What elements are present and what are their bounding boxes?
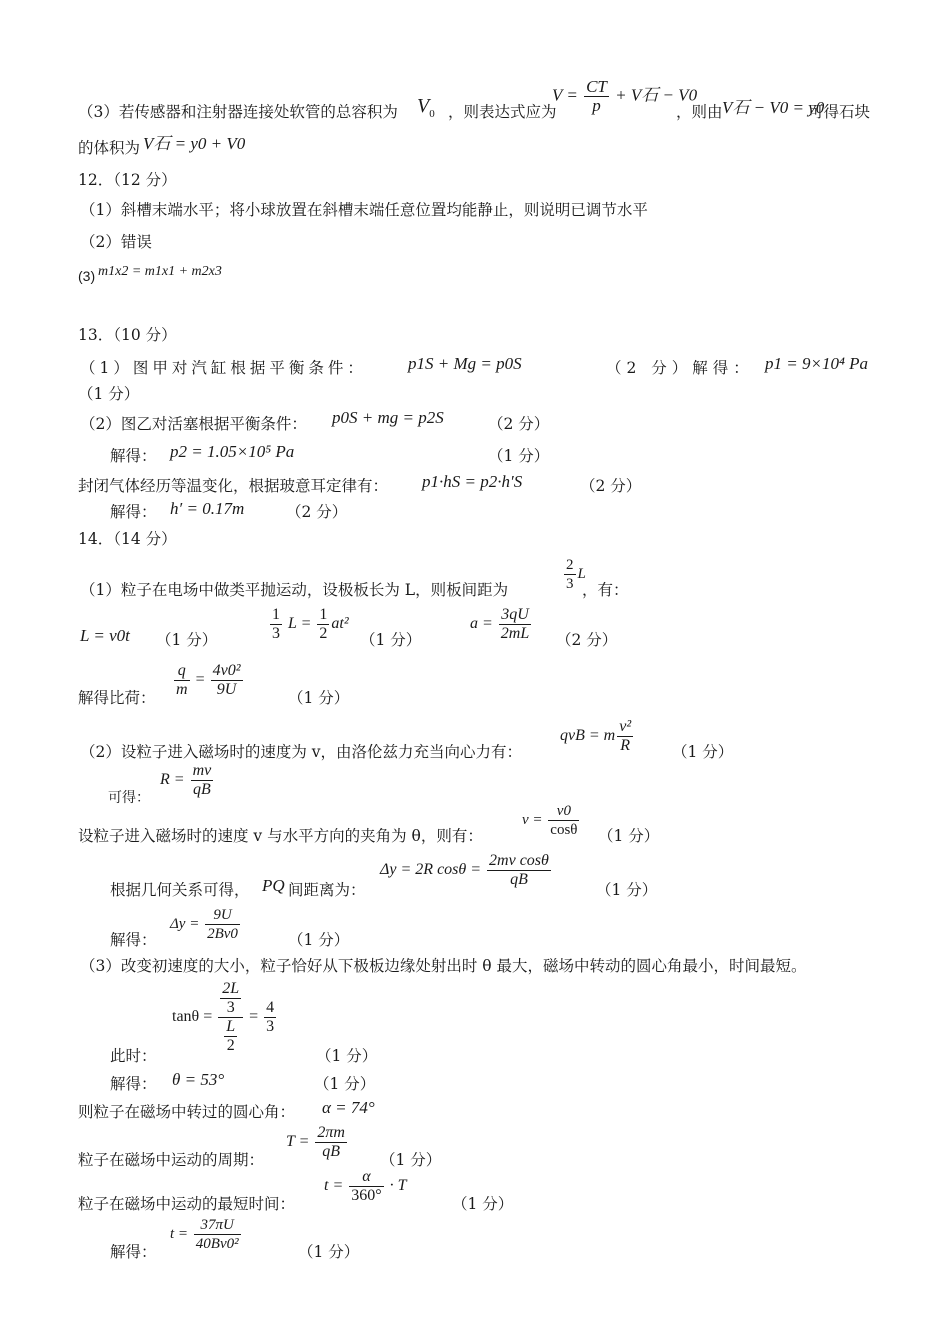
s14-sc13: （1 分） [298,1243,360,1261]
s14-sc8: （1 分） [288,931,350,949]
s14-eq-L: L = v0t [80,626,130,645]
s14-sc2: （1 分） [360,631,422,649]
s14-sc7: （1 分） [596,881,658,899]
s14-sc6: （1 分） [598,827,660,845]
s13-header: 13．（10 分） [78,326,177,344]
s14-eq-R: R = $\frac{mv}{qB}$ [160,762,212,798]
s13-p2b: （2 分） [488,415,550,433]
s14-eq-alpha: α = 74° [322,1098,375,1117]
s14-sc9: （1 分） [316,1047,378,1065]
s14-eq-theta: θ = 53° [172,1070,225,1089]
s12-p3-label: (3) [78,268,96,284]
s11-expr1: V = $\frac{CT}{p}$ + V石 − V0 [552,77,698,115]
s14-eq-t: t = $\frac{\alpha}{360^\circ}$ · T [324,1168,407,1204]
s11-expr3: V石 = y0 + V0 [143,134,246,153]
s14-p3c: 解得： [110,1075,157,1093]
s14-eq-a: a = $\frac{3qU}{2mL}$ [470,606,530,642]
s14-p2d: 根据几何关系可得， [110,881,250,899]
s13-eq2: p0S + mg = p2S [332,408,444,427]
s14-eq-dy: Δy = 2R cosθ = $\frac{\text{2mv cosθ}}{qB}$ [380,852,549,888]
s13-p3d: （2 分） [286,503,348,521]
s11-text-5: 的体积为 [78,139,141,157]
s13-p3a: 封闭气体经历等温变化，根据玻意耳定律有： [78,477,389,495]
s13-p3c: 解得： [110,503,157,521]
s14-eq-v: v = $\frac{v0}{\cos\theta}$ [522,803,578,838]
s14-p2e: 间距离为： [288,881,366,899]
s11-text-4: 可得石块 [808,103,871,121]
s11-expr2: V石 − V0 = y0 [722,98,825,117]
s14-header: 14．（14 分） [78,530,177,548]
s14-ratio-label: 解得比荷： [78,689,156,707]
s14-sc3: （2 分） [556,631,618,649]
s14-eq-t2: t = $\frac{37\pi U}{\text{40Bv0²}}$ [170,1217,239,1252]
s14-p1a: （1）粒子在电场中做类平抛运动，设极板长为 L，则板间距为 [80,581,509,599]
s14-p3g: 解得： [110,1243,157,1261]
s12-header: 12．（12 分） [78,171,177,189]
s14-pq: PQ [262,876,285,895]
s13-p1a: （1）图甲对汽缸根据平衡条件： [80,359,367,377]
s13-res3: h′ = 0.17m [170,499,245,518]
s14-p3b: 此时： [110,1047,157,1065]
s14-sc11: （1 分） [380,1151,442,1169]
s14-sc10: （1 分） [314,1075,376,1093]
s14-eq-tan: tanθ = $\frac{\frac{2L}{3}}{\frac{L}{2}}$ = $\frac{4}{3}$ [172,980,275,1054]
s14-eq-T: T = $\frac{2\pi m}{qB}$ [286,1124,345,1160]
s14-sc5: （1 分） [672,743,734,761]
s13-p2c: 解得： [110,447,157,465]
s12-p2: （2）错误 [80,233,152,251]
s14-p3a: （3）改变初速度的大小，粒子恰好从下极板边缘处射出时 θ 最大，磁场中转动的圆心角最小，时间最短。 [80,957,807,975]
s14-p2a: （2）设粒子进入磁场时的速度为 v，由洛伦兹力充当向心力有： [80,743,523,761]
s11-v0: $V_0$ [417,95,435,120]
s13-res1: p1 = 9×10⁴ Pa [765,354,868,373]
s13-p2a: （2）图乙对活塞根据平衡条件： [80,415,307,433]
s13-p1c: （1 分） [78,385,140,403]
s14-sc1: （1 分） [156,631,218,649]
s14-p2c: 设粒子进入磁场时的速度 v 与水平方向的夹角为 θ，则有： [78,827,483,845]
s13-eq3: p1·hS = p2·h′S [422,472,523,491]
s14-sc4: （1 分） [288,689,350,707]
s14-p1b: ，有： [582,581,629,599]
s13-p2d: （1 分） [488,447,550,465]
s14-p3e: 粒子在磁场中运动的周期： [78,1151,265,1169]
s13-eq1: p1S + Mg = p0S [408,354,522,373]
s14-eq-13L: $\frac{1}{3}$ L = $\frac{1}{2}$ at² [272,606,349,642]
s14-eq-dy2: Δy = $\frac{9U}{2Bv0}$ [170,907,238,942]
s12-eq: m1x2 = m1x1 + m2x3 [98,264,222,279]
s13-res2: p2 = 1.05×10⁵ Pa [170,442,295,461]
s14-p3d: 则粒子在磁场中转过的圆心角： [78,1103,296,1121]
s14-p3f: 粒子在磁场中运动的最短时间： [78,1195,296,1213]
s11-text-3: ，则由 [676,103,723,121]
s14-sc12: （1 分） [452,1195,514,1213]
s11-text-1: （3）若传感器和注射器连接处软管的总容积为 [78,103,398,121]
s14-p2f: 解得： [110,931,157,949]
s13-p3b: （2 分） [580,477,642,495]
s12-p1: （1）斜槽末端水平；将小球放置在斜槽末端任意位置均能静止，则说明已调节水平 [80,201,648,219]
s13-p1b: （2 分）解得： [606,359,754,377]
s14-eq-qvb: qvB = m $\frac{\text{v²}}{R}$ [560,718,632,754]
s14-eq-qm: $\frac{q}{m}$ = $\frac{\text{4v0²}}{9U}$ [176,662,241,698]
s14-frac-2-3L: $\frac{2}{3}$ L [566,557,586,592]
s11-text-2: ，则表达式应为 [448,103,557,121]
s14-p2b: 可得： [108,790,150,806]
